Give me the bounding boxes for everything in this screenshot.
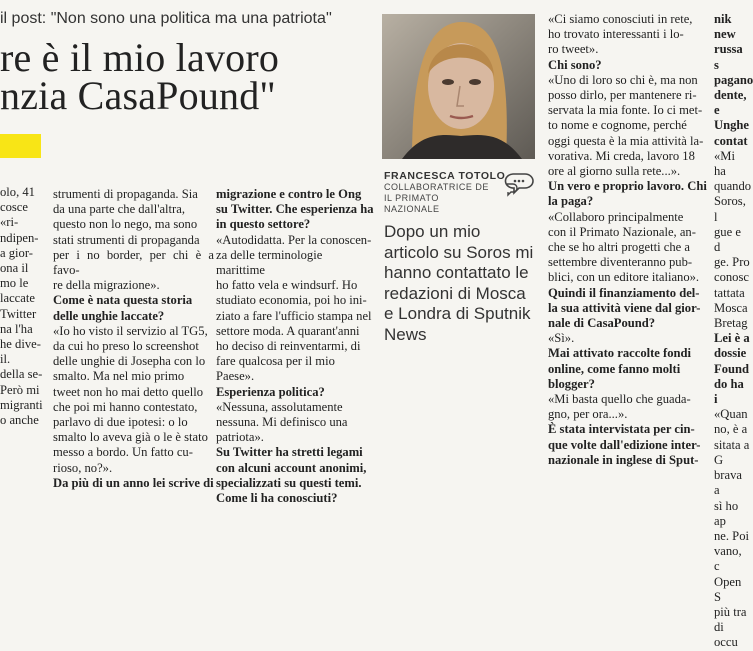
- column-line: Un vero e proprio lavoro. Chi: [548, 179, 707, 194]
- column-line: tattata: [714, 285, 745, 300]
- article-column-2: [216, 187, 374, 506]
- column-line: Da più di un anno lei scrive di: [53, 475, 214, 490]
- column-line: ge. Pro: [714, 255, 750, 270]
- column-line: na l'ha: [0, 321, 33, 336]
- headline-line-2: nzia CasaPound": [0, 73, 276, 118]
- column-line: della se-: [0, 367, 43, 382]
- column-line: Soros, l: [714, 194, 746, 224]
- column-line: laccate: [0, 291, 35, 306]
- column-line: posso dirlo, per mantenere ri-: [548, 88, 697, 103]
- column-line: conosc: [714, 270, 749, 285]
- column-line: «Collaboro principalmente: [548, 209, 684, 224]
- column-line: re della migrazione».: [53, 278, 160, 293]
- article-column-0: [0, 185, 44, 428]
- column-line: ore al giorno sulla rete...».: [548, 164, 681, 179]
- column-line: rioso, no?».: [53, 460, 113, 475]
- headline-line-1: re è il mio lavoro: [0, 35, 280, 80]
- column-line: Mosca: [714, 300, 748, 315]
- column-line: vano, c: [714, 544, 742, 574]
- column-line: Twitter: [0, 306, 37, 321]
- column-line: Lei è a: [714, 331, 750, 346]
- column-line: to nome e cognome, perché: [548, 118, 687, 133]
- column-line: stati strumenti di propaganda: [53, 232, 200, 247]
- column-line: dente,: [714, 88, 747, 103]
- column-line: «Mi basta quello che guada-: [548, 392, 691, 407]
- column-line: ho fatto vela e windsurf. Ho: [216, 278, 358, 293]
- column-line: smalto lo aveva già o le è stato: [53, 430, 208, 445]
- column-line: ndipen-: [0, 230, 39, 245]
- column-line: brava a: [714, 468, 742, 498]
- column-line: la sua attività viene dal gior-: [548, 300, 701, 315]
- column-line: que volte dall'edizione inter-: [548, 437, 701, 452]
- column-line: Esperienza politica?: [216, 384, 325, 399]
- yellow-accent-bar: [0, 134, 41, 158]
- column-line: «Quan: [714, 407, 748, 422]
- column-line: sì ho ap: [714, 498, 739, 528]
- column-line: he dive-: [0, 337, 41, 352]
- column-line: contat: [714, 133, 748, 148]
- portrait-illustration: [382, 14, 535, 159]
- column-line: nik new: [714, 12, 736, 42]
- column-line: studiato economia, poi ho ini-: [216, 293, 367, 308]
- column-line: che poi mi hanno contestato,: [53, 399, 198, 414]
- portrait-photo: [382, 14, 535, 159]
- photo-caption-role: COLLABORATRICE DE IL PRIMATO NAZIONALE: [384, 182, 489, 214]
- column-line: smalto. Ma nel mio primo: [53, 369, 185, 384]
- column-line: ho deciso di reinventarmi, di: [216, 339, 361, 354]
- column-line: Chi sono?: [548, 57, 602, 72]
- column-line: oggi questa è la mia attività la-: [548, 133, 704, 148]
- column-line: tweet non ho mai detto quello: [53, 384, 204, 399]
- column-line: a gior-: [0, 245, 33, 260]
- column-line: o anche: [0, 413, 39, 428]
- column-line: la paga?: [548, 194, 594, 209]
- column-line: sitata a G: [714, 437, 750, 467]
- column-line: blici, con un editore italiano».: [548, 270, 700, 285]
- column-line: Però mi: [0, 382, 40, 397]
- column-line: Found: [714, 361, 750, 376]
- column-line: più tra: [714, 604, 747, 619]
- column-line: «Io ho visto il servizio al TG5,: [53, 323, 208, 338]
- photo-caption-name: FRANCESCA TOTOLO: [384, 170, 506, 182]
- column-line: migrazione e contro le Ong: [216, 187, 362, 201]
- column-line: «Uno di loro so chi è, ma non: [548, 72, 698, 87]
- column-line: «Autodidatta. Per la conoscen-: [216, 232, 372, 247]
- column-line: vorativa. Mi creda, lavoro 18: [548, 148, 695, 163]
- column-line: patriota».: [216, 430, 264, 445]
- column-line: delle unghie di Josepha con lo: [53, 354, 206, 369]
- column-line: ro tweet».: [548, 42, 599, 57]
- column-line: settore moda. A quarant'anni: [216, 323, 360, 338]
- column-line: ho trovato interessanti i lo-: [548, 27, 684, 42]
- column-line: Su Twitter ha stretti legami: [216, 445, 363, 460]
- column-line: fare qualcosa per il mio Paese».: [216, 354, 335, 384]
- column-line: quando: [714, 179, 752, 194]
- column-line: migranti: [0, 397, 43, 412]
- column-line: russa s: [714, 42, 743, 72]
- column-line: «Sì».: [548, 331, 575, 346]
- column-line: parlavo di due ipotesi: o lo: [53, 415, 188, 430]
- column-line: il.: [0, 352, 11, 367]
- column-line: blogger?: [548, 376, 595, 391]
- column-line: in questo settore?: [216, 217, 311, 232]
- column-line: settembre diventeranno pub-: [548, 255, 693, 270]
- column-line: ziato a fare l'ufficio stampa nel: [216, 308, 372, 323]
- column-line: Come li ha conosciuti?: [216, 491, 338, 506]
- column-line: «Ci siamo conosciuti in rete,: [548, 12, 693, 26]
- column-line: servata la mia fonte. Io ci met-: [548, 103, 703, 118]
- column-line: nazionale in inglese di Sput-: [548, 452, 699, 467]
- column-line: delle unghie laccate?: [53, 308, 165, 323]
- column-line: Open S: [714, 574, 742, 604]
- column-line: dossie: [714, 346, 747, 361]
- article-column-1: [53, 187, 214, 490]
- kicker-line: il post: "Non sono una politica ma una patriota'': [0, 10, 332, 27]
- column-line: Come è nata questa storia: [53, 293, 193, 308]
- column-line: nale di CasaPound?: [548, 316, 656, 331]
- column-line: mo le: [0, 276, 29, 291]
- pull-quote: Dopo un mio articolo su Soros mi hanno contattato le redazioni di Mosca e Londra di Sputnik News: [384, 222, 534, 344]
- column-line: olo, 41: [0, 185, 35, 199]
- column-line: no, è a: [714, 422, 748, 437]
- column-line: Bretag: [714, 316, 748, 331]
- column-line: nessuna. Mi definisco una: [216, 415, 348, 430]
- column-line: pagano: [714, 72, 753, 87]
- column-line: za delle terminologie marittime: [216, 247, 323, 278]
- column-line: da una parte che dall'altra,: [53, 202, 185, 217]
- column-line: che se ho altri progetti che a: [548, 240, 690, 255]
- column-line: online, come fanno molti: [548, 361, 681, 376]
- column-line: strumenti di propaganda. Sia: [53, 187, 198, 201]
- column-line: gno, per ora...».: [548, 407, 628, 422]
- column-line: È stata intervistata per cin-: [548, 422, 695, 437]
- article-column-3: [548, 12, 710, 467]
- column-line: «Mi ha: [714, 148, 735, 179]
- column-line: Mai attivato raccolte fondi: [548, 346, 692, 361]
- column-line: da cui ho preso lo screenshot: [53, 339, 199, 354]
- column-line: «Nessuna, assolutamente: [216, 399, 343, 414]
- column-line: di occu: [714, 620, 738, 650]
- column-line: messo a bordo. Un fatto cu-: [53, 445, 193, 460]
- column-line: su Twitter. Che esperienza ha: [216, 202, 374, 217]
- column-line: per i no border, per chi è a favo-: [53, 247, 214, 278]
- speech-bubble-icon: [503, 168, 535, 200]
- column-line: con il Primato Nazionale, an-: [548, 224, 696, 239]
- column-line: questo non lo nego, ma sono: [53, 217, 198, 232]
- column-line: Quindi il finanziamento del-: [548, 285, 700, 300]
- column-line: cosce «ri-: [0, 200, 28, 230]
- column-line: do ha i: [714, 376, 744, 407]
- column-line: specializzati su questi temi.: [216, 475, 362, 490]
- column-line: con alcuni account anonimi,: [216, 460, 367, 475]
- column-line: ona il: [0, 261, 29, 276]
- article-column-4: [714, 12, 753, 650]
- column-line: gue e d: [714, 224, 741, 255]
- column-line: ne. Poi: [714, 528, 749, 543]
- column-line: e Unghe: [714, 103, 749, 133]
